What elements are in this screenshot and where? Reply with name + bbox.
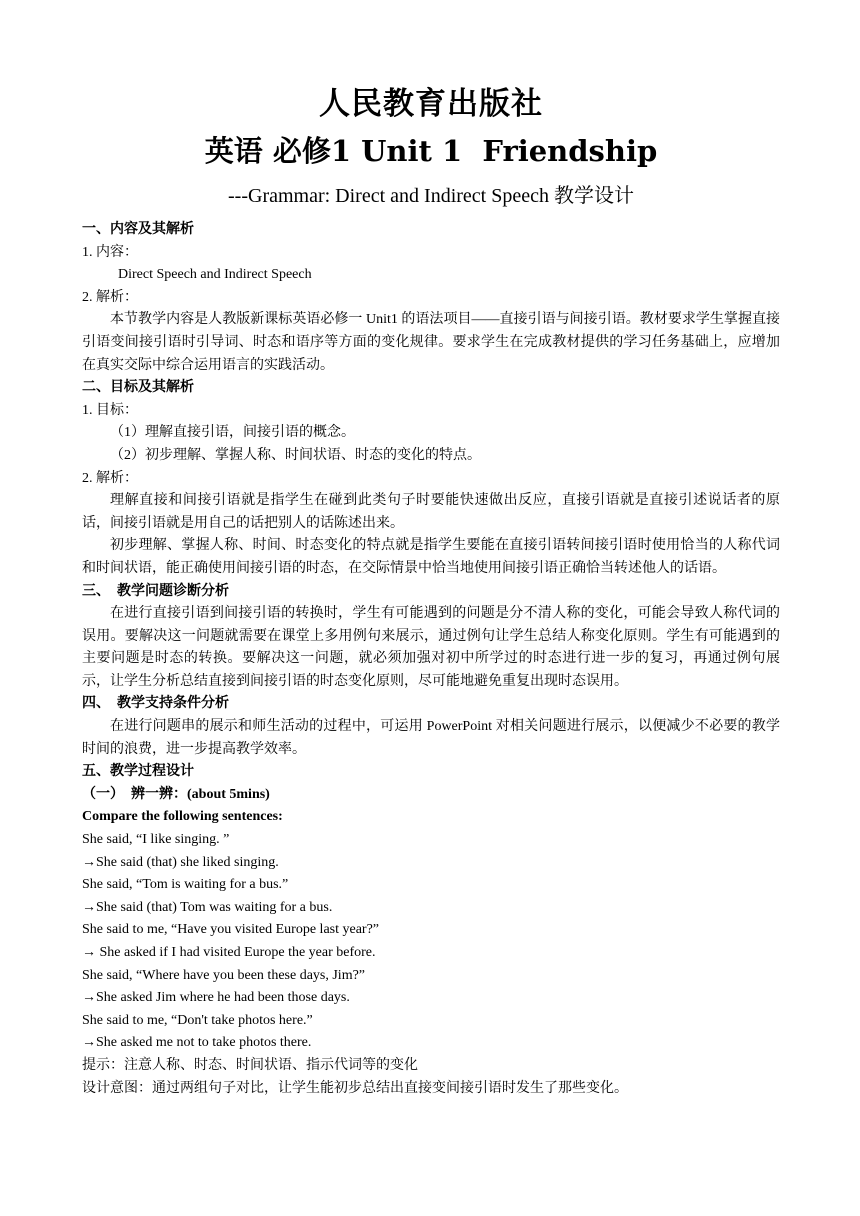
section2-goal-1: （1）理解直接引语，间接引语的概念。: [110, 425, 355, 441]
document-body: [82, 219, 780, 1100]
section2-analysis-p1: 理解直接和间接引语就是指学生在碰到此类句子时要能快速做出反应，直接引语就是直接引述说话者的原话，间接引语就是用自己的话把别人的话陈述出来。: [82, 493, 780, 531]
section3-text: 在进行直接引语到间接引语的转换时，学生有可能遇到的问题是分不清人称的变化，可能会导致人称代词的误用。要解决这一问题就需要在课堂上多用例句来展示，通过例句让学生总结人称变化原则。学生有可能遇到的主要问题是时态的转换。要解决这一问题，就必须加强对初中所学过的时态进行进一步的复习，再通过例句展示，让学生分析总结直接到间接引语的时态变化原则，尽可能地避免重复出现时态误用。: [82, 606, 780, 689]
publisher-title: 人民教育出版社: [319, 86, 543, 122]
section2-heading: 二、目标及其解析: [82, 380, 194, 396]
course-title: 英语 必修1 Unit 1 Friendship: [204, 134, 658, 168]
sentence-line: →She said (that) she liked singing.: [82, 854, 279, 870]
section5-heading: 五、教学过程设计: [82, 764, 194, 780]
sentence-line: She said, “Tom is waiting for a bus.”: [82, 877, 289, 893]
sentence-line: She said to me, “Don't take photos here.”: [82, 1012, 313, 1028]
section1-heading: 一、内容及其解析: [82, 222, 194, 237]
section2-analysis-label: 2. 解析：: [82, 470, 138, 486]
hint-line: 提示：注意人称、时态、时间状语、指示代词等的变化: [82, 1057, 418, 1073]
compare-heading: Compare the following sentences:: [82, 809, 283, 825]
section2-goal-label: 1. 目标：: [82, 402, 138, 418]
section4-heading: 四、 教学支持条件分析: [82, 696, 229, 712]
sentence-line: →She said (that) Tom was waiting for a bus.: [82, 899, 333, 915]
sentence-line: →She asked Jim where he had been those days.: [82, 990, 350, 1006]
sentence-line: →She asked me not to take photos there.: [82, 1035, 312, 1051]
section2-analysis-p2: 初步理解、掌握人称、时间、时态变化的特点就是指学生要能在直接引语转间接引语时使用恰当的人称代词和时间状语，能正确使用间接引语的时态，在交际情景中恰当地使用间接引语正确恰当转述他人的话语。: [82, 538, 780, 576]
sentence-line: She said, “I like singing. ”: [82, 832, 230, 848]
section1-analysis-text: 本节教学内容是人教版新课标英语必修一 Unit1 的语法项目——直接引语与间接引语。教材要求学生掌握直接引语变间接引语时引导词、时态和语序等方面的变化规律。要求学生在完成教材提供的学习任务基础上，应增加在真实交际中综合运用语言的实践活动。: [82, 312, 780, 373]
sentence-line: → She asked if I had visited Europe the year before.: [82, 945, 376, 960]
sentence-line: She said, “Where have you been these days, Jim?”: [82, 967, 366, 983]
lesson-subtitle: ---Grammar: Direct and Indirect Speech 教学设计: [228, 185, 634, 207]
section1-content-label: 1. 内容：: [82, 244, 138, 260]
sentence-line: She said to me, “Have you visited Europe last year?”: [82, 922, 380, 938]
section1-analysis-label: 2. 解析：: [82, 289, 138, 305]
design-intent-line: 设计意图：通过两组句子对比，让学生能初步总结出直接变间接引语时发生了那些变化。: [82, 1080, 628, 1096]
section5-step1: （一） 辨一辨：(about 5mins): [82, 786, 270, 802]
section3-heading: 三、 教学问题诊断分析: [82, 583, 229, 599]
section1-content-text: Direct Speech and Indirect Speech: [118, 267, 312, 283]
section4-text: 在进行问题串的展示和师生活动的过程中，可运用 PowerPoint 对相关问题进行展示，以便减少不必要的教学时间的浪费，进一步提高教学效率。: [82, 719, 780, 757]
section2-goal-2: （2）初步理解、掌握人称、时间状语、时态的变化的特点。: [110, 447, 481, 463]
